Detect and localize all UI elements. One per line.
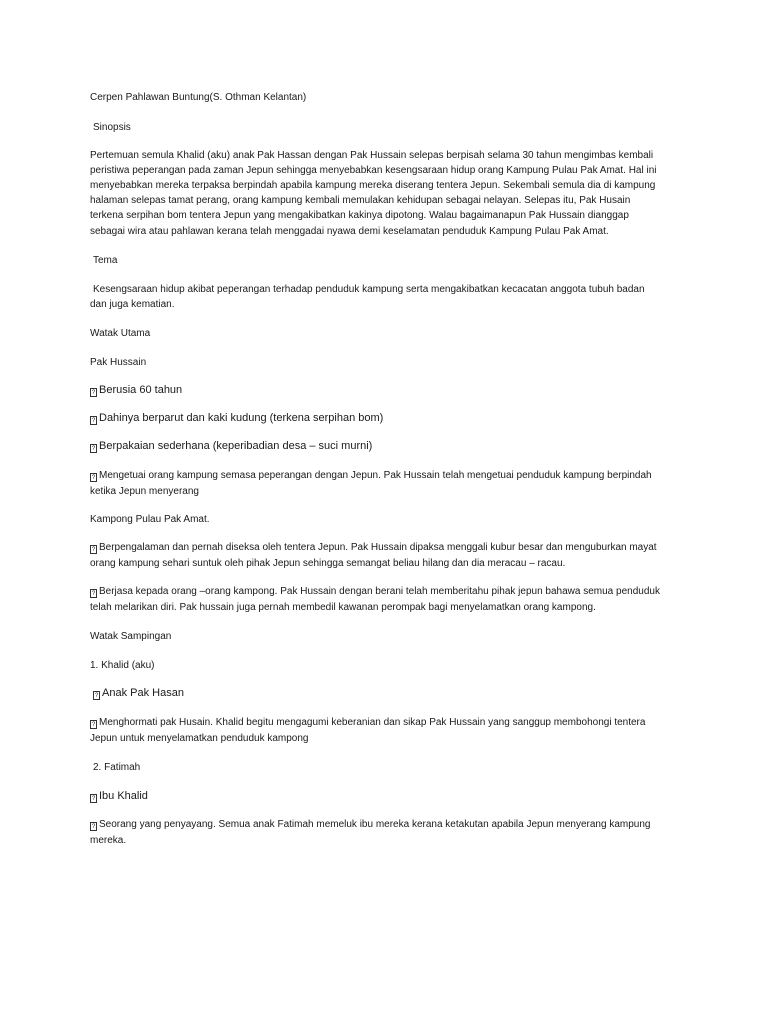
list-item: ? Seorang yang penyayang. Semua anak Fatimah memeluk ibu mereka kerana ketakutan apabila Jepun menyerang kampung bbox=[91, 819, 651, 830]
pak-hussain-heading: Pak Hussain bbox=[90, 357, 147, 368]
sinopsis-line: sebagai wira atau pahlawan kerana telah menggadai nyawa demi keselamatan penduduk Kampung Pulau Pak Amat. bbox=[90, 226, 609, 237]
list-item: ? Mengetuai orang kampung semasa peperangan dengan Jepun. Pak Hussain telah mengetuai penduduk kampung berpindah bbox=[91, 470, 652, 481]
bullet-icon: ? bbox=[91, 475, 96, 481]
sinopsis-line: peristiwa peperangan pada zaman Jepun sehingga menyebabkan kesengsaraan hidup orang Kampung Pulau Pak Amat. Hal ini bbox=[90, 165, 657, 176]
tema-heading: Tema bbox=[93, 255, 118, 266]
bullet-icon: ? bbox=[91, 591, 96, 597]
bullet-icon: ? bbox=[91, 796, 96, 802]
sinopsis-line: menyebabkan mereka terpaksa berpindah apabila kampung mereka diserang tentera Jepun. Sekembali semula dia di kampung bbox=[90, 180, 656, 191]
bullet-icon: ? bbox=[91, 547, 96, 553]
list-item: ? Dahinya berparut dan kaki kudung (terkena serpihan bom) bbox=[91, 412, 384, 424]
bullet-icon: ? bbox=[91, 824, 96, 830]
bullet-icon: ? bbox=[91, 446, 96, 452]
sinopsis-heading: Sinopsis bbox=[93, 122, 131, 133]
list-item: ? Berusia 60 tahun bbox=[91, 384, 183, 396]
list-item-continuation: Jepun untuk menyelamatkan penduduk kampong bbox=[90, 733, 309, 744]
bullet-icon: ? bbox=[91, 418, 96, 424]
sinopsis-line: Pertemuan semula Khalid (aku) anak Pak Hassan dengan Pak Hussain selepas berpisah selama 30 tahun mengimbas kembali bbox=[90, 150, 654, 161]
list-item: ? Menghormati pak Husain. Khalid begitu mengagumi keberanian dan sikap Pak Hussain yang sanggup membohongi tentera bbox=[91, 717, 646, 728]
fatimah-heading: 2. Fatimah bbox=[93, 762, 141, 773]
watak-sampingan-heading: Watak Sampingan bbox=[90, 631, 172, 642]
sinopsis-line: halaman selepas tamat perang, orang kampung kembali memulakan kehidupan sebagai nelayan. Selepas itu, Pak Husain bbox=[90, 195, 631, 206]
list-item-continuation: telah melarikan diri. Pak hussain juga pernah membedil kawanan perompak bagi menyelamatkan orang kampong. bbox=[90, 602, 596, 613]
kampong-line: Kampong Pulau Pak Amat. bbox=[90, 514, 210, 525]
bullet-icon: ? bbox=[94, 693, 99, 699]
document-title: Cerpen Pahlawan Buntung(S. Othman Kelantan) bbox=[90, 92, 307, 103]
sinopsis-line: terkena serpihan bom tentera Jepun yang mengakibatkan kakinya dipotong. Walau bagaimanapun Pak Hussain dianggap bbox=[90, 210, 629, 221]
bullet-icon: ? bbox=[91, 390, 96, 396]
tema-line: Kesengsaraan hidup akibat peperangan terhadap penduduk kampung serta mengakibatkan kecacatan anggota tubuh badan bbox=[93, 284, 645, 295]
khalid-heading: 1. Khalid (aku) bbox=[90, 660, 155, 671]
list-item-continuation: ketika Jepun menyerang bbox=[90, 486, 199, 497]
list-item: ? Anak Pak Hasan bbox=[94, 687, 184, 699]
list-item: ? Berpengalaman dan pernah diseksa oleh tentera Jepun. Pak Hussain dipaksa menggali kubur besar dan menguburkan mayat bbox=[91, 542, 657, 553]
list-item: ? Berpakaian sederhana (keperibadian desa – suci murni) bbox=[91, 440, 373, 452]
list-item-continuation: orang kampung sehari suntuk oleh pihak Jepun sehingga semangat beliau hilang dan dia meracau – racau. bbox=[90, 558, 566, 569]
list-item: ? Berjasa kepada orang –orang kampong. Pak Hussain dengan berani telah memberitahu pihak jepun bahawa semua penduduk bbox=[91, 586, 660, 597]
bullet-icon: ? bbox=[91, 722, 96, 728]
list-item: ? Ibu Khalid bbox=[91, 790, 148, 802]
watak-utama-heading: Watak Utama bbox=[90, 328, 151, 339]
tema-line: dan juga kematian. bbox=[90, 299, 175, 310]
list-item-continuation: mereka. bbox=[90, 835, 127, 846]
